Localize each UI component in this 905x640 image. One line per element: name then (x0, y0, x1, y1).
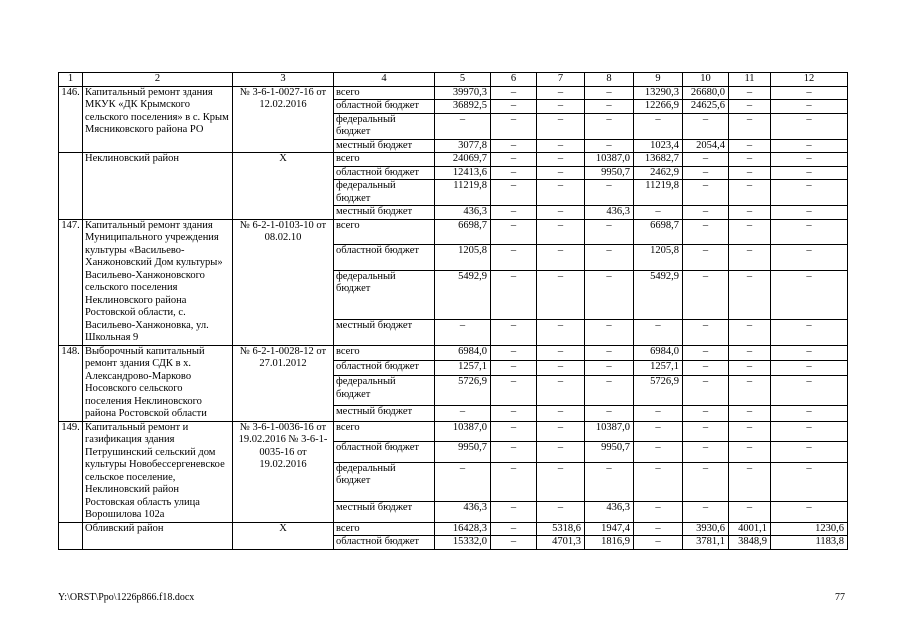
value-cell: – (634, 536, 683, 550)
funding-source: областной бюджет (334, 166, 435, 180)
row-number: 148. (59, 345, 83, 421)
value-cell: – (729, 86, 771, 100)
value-cell: – (771, 462, 848, 501)
value-cell: – (634, 462, 683, 501)
value-cell: – (537, 270, 585, 319)
value-cell: 13290,3 (634, 86, 683, 100)
funding-source: областной бюджет (334, 360, 435, 375)
value-cell: 6698,7 (435, 219, 491, 245)
value-cell: – (771, 442, 848, 463)
value-cell: – (729, 345, 771, 360)
value-cell: – (729, 245, 771, 271)
funding-source: областной бюджет (334, 245, 435, 271)
value-cell: – (771, 86, 848, 100)
file-path: Y:\ORST\Ppo\1226p866.f18.docx (58, 592, 195, 603)
value-cell: 5492,9 (634, 270, 683, 319)
document-number: Х (233, 153, 334, 220)
header-cell: 4 (334, 73, 435, 87)
funding-source: всего (334, 345, 435, 360)
value-cell: 5318,6 (537, 522, 585, 536)
object-name: Неклиновский район (83, 153, 233, 220)
funding-source: местный бюджет (334, 501, 435, 522)
value-cell: – (537, 245, 585, 271)
value-cell: – (729, 406, 771, 421)
value-cell: – (537, 501, 585, 522)
header-cell: 1 (59, 73, 83, 87)
document-number: № 3-6-1-0027-16 от 12.02.2016 (233, 86, 334, 153)
value-cell: – (537, 406, 585, 421)
value-cell: 9950,7 (585, 442, 634, 463)
value-cell: – (771, 166, 848, 180)
value-cell: 36892,5 (435, 100, 491, 114)
value-cell: – (491, 406, 537, 421)
value-cell: – (585, 345, 634, 360)
table-row (59, 86, 848, 100)
value-cell: 3077,8 (435, 139, 491, 153)
value-cell: – (771, 501, 848, 522)
funding-source: местный бюджет (334, 139, 435, 153)
value-cell: – (585, 462, 634, 501)
value-cell: – (435, 113, 491, 139)
value-cell: – (771, 139, 848, 153)
value-cell: – (729, 166, 771, 180)
header-cell: 3 (233, 73, 334, 87)
funding-source: областной бюджет (334, 442, 435, 463)
header-cell: 5 (435, 73, 491, 87)
value-cell: – (491, 113, 537, 139)
value-cell: – (491, 86, 537, 100)
funding-source: всего (334, 421, 435, 442)
funding-source: всего (334, 219, 435, 245)
value-cell: 6984,0 (634, 345, 683, 360)
value-cell: – (491, 319, 537, 345)
value-cell: – (491, 522, 537, 536)
value-cell: – (683, 501, 729, 522)
value-cell: – (491, 206, 537, 220)
value-cell: – (683, 219, 729, 245)
value-cell: – (537, 166, 585, 180)
value-cell: – (729, 501, 771, 522)
funding-source: всего (334, 522, 435, 536)
value-cell: 11219,8 (634, 180, 683, 206)
funding-source: всего (334, 153, 435, 167)
header-cell: 2 (83, 73, 233, 87)
value-cell: – (634, 421, 683, 442)
header-cell: 7 (537, 73, 585, 87)
value-cell: 436,3 (585, 206, 634, 220)
value-cell: – (771, 153, 848, 167)
value-cell: – (683, 376, 729, 406)
table-row (59, 153, 848, 167)
value-cell: 24625,6 (683, 100, 729, 114)
value-cell: – (729, 319, 771, 345)
value-cell: 12266,9 (634, 100, 683, 114)
value-cell: – (435, 319, 491, 345)
funding-source: областной бюджет (334, 536, 435, 550)
value-cell: – (491, 270, 537, 319)
value-cell: – (771, 319, 848, 345)
value-cell: – (537, 462, 585, 501)
value-cell: – (729, 442, 771, 463)
value-cell: – (771, 270, 848, 319)
value-cell: 16428,3 (435, 522, 491, 536)
value-cell: – (771, 376, 848, 406)
value-cell: – (537, 86, 585, 100)
page-number: 77 (835, 592, 845, 603)
row-number: 147. (59, 219, 83, 345)
value-cell: – (585, 406, 634, 421)
value-cell: – (491, 245, 537, 271)
value-cell: – (435, 406, 491, 421)
value-cell: – (435, 462, 491, 501)
value-cell: 11219,8 (435, 180, 491, 206)
value-cell: – (771, 113, 848, 139)
value-cell: – (537, 360, 585, 375)
value-cell: – (729, 270, 771, 319)
value-cell: – (634, 522, 683, 536)
object-name: Капитальный ремонт здания МКУК «ДК Крымского сельского поселения» в с. Крым Мясниковского района РО (83, 86, 233, 153)
value-cell: – (491, 421, 537, 442)
value-cell: – (491, 180, 537, 206)
funding-source: местный бюджет (334, 206, 435, 220)
value-cell: – (537, 153, 585, 167)
value-cell: 1257,1 (435, 360, 491, 375)
value-cell: 1023,4 (634, 139, 683, 153)
value-cell: – (491, 100, 537, 114)
value-cell: – (491, 345, 537, 360)
value-cell: – (683, 180, 729, 206)
value-cell: – (771, 421, 848, 442)
value-cell: 1257,1 (634, 360, 683, 375)
funding-source: федеральный бюджет (334, 462, 435, 501)
value-cell: – (537, 319, 585, 345)
value-cell: – (771, 345, 848, 360)
value-cell: – (491, 376, 537, 406)
value-cell: – (585, 376, 634, 406)
funding-source: всего (334, 86, 435, 100)
value-cell: – (771, 180, 848, 206)
value-cell: – (634, 206, 683, 220)
value-cell: – (683, 406, 729, 421)
value-cell: – (537, 421, 585, 442)
header-cell: 11 (729, 73, 771, 87)
table-row (59, 522, 848, 536)
value-cell: 24069,7 (435, 153, 491, 167)
value-cell: – (683, 360, 729, 375)
value-cell: – (634, 501, 683, 522)
value-cell: – (729, 219, 771, 245)
value-cell: – (537, 100, 585, 114)
value-cell: – (537, 113, 585, 139)
value-cell: – (683, 345, 729, 360)
header-cell: 8 (585, 73, 634, 87)
document-number: Х (233, 522, 334, 549)
row-number: 149. (59, 421, 83, 522)
value-cell: 1183,8 (771, 536, 848, 550)
value-cell: – (585, 139, 634, 153)
value-cell: – (729, 360, 771, 375)
budget-table (58, 72, 848, 550)
value-cell: – (585, 100, 634, 114)
value-cell: – (537, 206, 585, 220)
value-cell: – (585, 113, 634, 139)
value-cell: – (491, 462, 537, 501)
value-cell: – (771, 100, 848, 114)
value-cell: – (729, 139, 771, 153)
value-cell: – (729, 206, 771, 220)
value-cell: 3848,9 (729, 536, 771, 550)
value-cell: – (634, 113, 683, 139)
value-cell: 12413,6 (435, 166, 491, 180)
value-cell: – (585, 319, 634, 345)
value-cell: 39970,3 (435, 86, 491, 100)
object-name: Обливский район (83, 522, 233, 549)
value-cell: – (634, 442, 683, 463)
value-cell: – (729, 100, 771, 114)
value-cell: 9950,7 (585, 166, 634, 180)
document-number: № 6-2-1-0103-10 от 08.02.10 (233, 219, 334, 345)
value-cell: – (729, 421, 771, 442)
value-cell: 2462,9 (634, 166, 683, 180)
value-cell: – (683, 319, 729, 345)
value-cell: – (585, 86, 634, 100)
funding-source: федеральный бюджет (334, 180, 435, 206)
value-cell: – (537, 219, 585, 245)
value-cell: 2054,4 (683, 139, 729, 153)
document-number: № 3-6-1-0036-16 от 19.02.2016 № 3-6-1-0035-16 от 19.02.2016 (233, 421, 334, 522)
value-cell: 13682,7 (634, 153, 683, 167)
value-cell: 6698,7 (634, 219, 683, 245)
value-cell: 1205,8 (435, 245, 491, 271)
value-cell: 436,3 (585, 501, 634, 522)
funding-source: федеральный бюджет (334, 270, 435, 319)
value-cell: – (729, 376, 771, 406)
value-cell: – (585, 270, 634, 319)
value-cell: – (634, 319, 683, 345)
value-cell: – (683, 462, 729, 501)
value-cell: – (491, 536, 537, 550)
value-cell: – (491, 139, 537, 153)
value-cell: 436,3 (435, 206, 491, 220)
value-cell: – (585, 245, 634, 271)
value-cell: – (537, 442, 585, 463)
value-cell: 15332,0 (435, 536, 491, 550)
row-number (59, 522, 83, 549)
value-cell: 3781,1 (683, 536, 729, 550)
funding-source: областной бюджет (334, 100, 435, 114)
funding-source: федеральный бюджет (334, 376, 435, 406)
value-cell: – (683, 421, 729, 442)
value-cell: – (683, 166, 729, 180)
value-cell: 1947,4 (585, 522, 634, 536)
value-cell: – (683, 206, 729, 220)
value-cell: – (585, 180, 634, 206)
value-cell: – (683, 245, 729, 271)
row-number: 146. (59, 86, 83, 153)
header-row (59, 73, 848, 87)
header-cell: 6 (491, 73, 537, 87)
value-cell: – (771, 360, 848, 375)
header-cell: 10 (683, 73, 729, 87)
value-cell: 4701,3 (537, 536, 585, 550)
value-cell: 3930,6 (683, 522, 729, 536)
value-cell: 10387,0 (585, 153, 634, 167)
value-cell: – (683, 113, 729, 139)
funding-source: местный бюджет (334, 319, 435, 345)
value-cell: – (491, 166, 537, 180)
header-cell: 9 (634, 73, 683, 87)
value-cell: 1816,9 (585, 536, 634, 550)
value-cell: – (729, 153, 771, 167)
value-cell: – (491, 442, 537, 463)
table-row (59, 421, 848, 442)
value-cell: – (537, 180, 585, 206)
value-cell: 4001,1 (729, 522, 771, 536)
funding-source: федеральный бюджет (334, 113, 435, 139)
table-row (59, 345, 848, 360)
value-cell: – (729, 462, 771, 501)
value-cell: – (491, 360, 537, 375)
value-cell: – (585, 219, 634, 245)
value-cell: – (537, 376, 585, 406)
value-cell: 1230,6 (771, 522, 848, 536)
value-cell: – (771, 406, 848, 421)
value-cell: – (537, 139, 585, 153)
header-cell: 12 (771, 73, 848, 87)
value-cell: 10387,0 (585, 421, 634, 442)
value-cell: 26680,0 (683, 86, 729, 100)
value-cell: – (771, 219, 848, 245)
value-cell: 9950,7 (435, 442, 491, 463)
value-cell: 436,3 (435, 501, 491, 522)
document-number: № 6-2-1-0028-12 от 27.01.2012 (233, 345, 334, 421)
table-row (59, 219, 848, 245)
value-cell: 6984,0 (435, 345, 491, 360)
value-cell: – (491, 501, 537, 522)
value-cell: 5726,9 (634, 376, 683, 406)
value-cell: – (771, 245, 848, 271)
value-cell: – (729, 180, 771, 206)
funding-source: местный бюджет (334, 406, 435, 421)
value-cell: 5492,9 (435, 270, 491, 319)
value-cell: – (491, 153, 537, 167)
value-cell: – (491, 219, 537, 245)
value-cell: 10387,0 (435, 421, 491, 442)
object-name: Выборочный капитальный ремонт здания СДК в х. Александрово-Марково Носовского сельского поселения Неклиновского района Ростовской области (83, 345, 233, 421)
value-cell: – (683, 153, 729, 167)
value-cell: – (683, 442, 729, 463)
object-name: Капитальный ремонт здания Муниципального учреждения культуры «Васильево-Ханжоновский Дом культуры» Васильево-Ханжоновского сельского поселения Неклиновского района Ростовской области, с. Васильево-Ханжоновка, ул. Школьная 9 (83, 219, 233, 345)
value-cell: – (634, 406, 683, 421)
object-name: Капитальный ремонт и газификация здания Петрушинский сельский дом культуры Новобессергеневское сельское поселение, Неклиновский район Ростовская область улица Ворошилова 102а (83, 421, 233, 522)
value-cell: – (537, 345, 585, 360)
value-cell: – (683, 270, 729, 319)
value-cell: 5726,9 (435, 376, 491, 406)
value-cell: – (585, 360, 634, 375)
value-cell: – (729, 113, 771, 139)
value-cell: – (771, 206, 848, 220)
value-cell: 1205,8 (634, 245, 683, 271)
row-number (59, 153, 83, 220)
